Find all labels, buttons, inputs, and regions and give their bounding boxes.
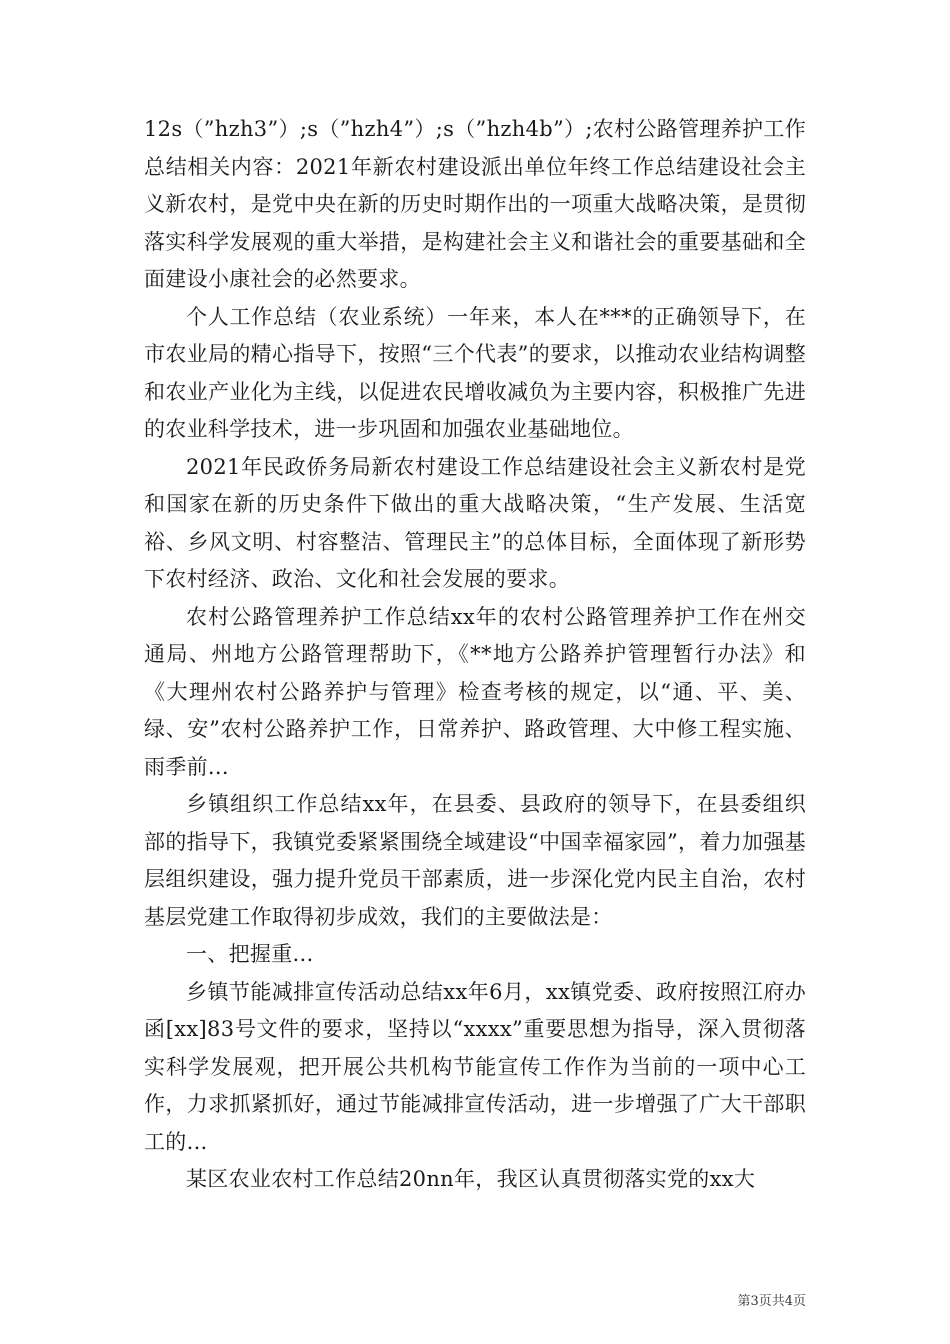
paragraph-agriculture-summary: 个人工作总结（农业系统）一年来，本人在***的正确领导下，在市农业局的精心指导下，按照“三个代表”的要求，以推动农业结构调整和农业产业化为主线，以促进农民增收减负为主要内容，积极推广先进的农业科学技术，进一步巩固和加强农业基础地位。 <box>144 304 806 441</box>
page-number: 第3页共4页 <box>737 1294 806 1309</box>
paragraph-intro: 12s（”hzh3”）;s（”hzh4”）;s（”hzh4b”）;农村公路管理养护工作总结相关内容：2021年新农村建设派出单位年终工作总结建设社会主义新农村，是党中央在新的历史时期作出的一项重大战略决策，是贯彻落实科学发展观的重大举措，是构建社会主义和谐社会的重要基础和全面建设小康社会的必然要求。 <box>144 117 806 291</box>
paragraph-township-organization-summary: 乡镇组织工作总结xx年，在县委、县政府的领导下，在县委组织部的指导下，我镇党委紧紧围绕全域建设“中国幸福家园”，着力加强基层组织建设，强力提升党员干部素质，进一步深化党内民主自治，农村基层党建工作取得初步成效，我们的主要做法是： <box>144 792 806 929</box>
paragraph-district-agriculture-summary: 某区农业农村工作总结20nn年，我区认真贯彻落实党的xx大 <box>186 1167 756 1191</box>
paragraph-rural-road-summary: 农村公路管理养护工作总结xx年的农村公路管理养护工作在州交通局、州地方公路管理帮助下，《**地方公路养护管理暂行办法》和《大理州农村公路养护与管理》检查考核的规定，以“通、平、美、绿、安”农村公路养护工作，日常养护、路政管理、大中修工程实施、雨季前... <box>144 604 806 779</box>
paragraph-energy-saving-summary: 乡镇节能减排宣传活动总结xx年6月，xx镇党委、政府按照江府办函[xx]83号文件的要求，坚持以“xxxx”重要思想为指导，深入贯彻落实科学发展观，把开展公共机构节能宣传工作作为当前的一项中心工作，力求抓紧抓好，通过节能减排宣传活动，进一步增强了广大干部职工的... <box>144 979 806 1154</box>
document-body <box>144 111 806 1199</box>
paragraph-civil-affairs-summary: 2021年民政侨务局新农村建设工作总结建设社会主义新农村是党和国家在新的历史条件下做出的重大战略决策，“生产发展、生活宽裕、乡风文明、村容整洁、管理民主”的总体目标，全面体现了新形势下农村经济、政治、文化和社会发展的要求。 <box>144 454 806 591</box>
paragraph-section-heading: 一、把握重... <box>186 942 314 966</box>
